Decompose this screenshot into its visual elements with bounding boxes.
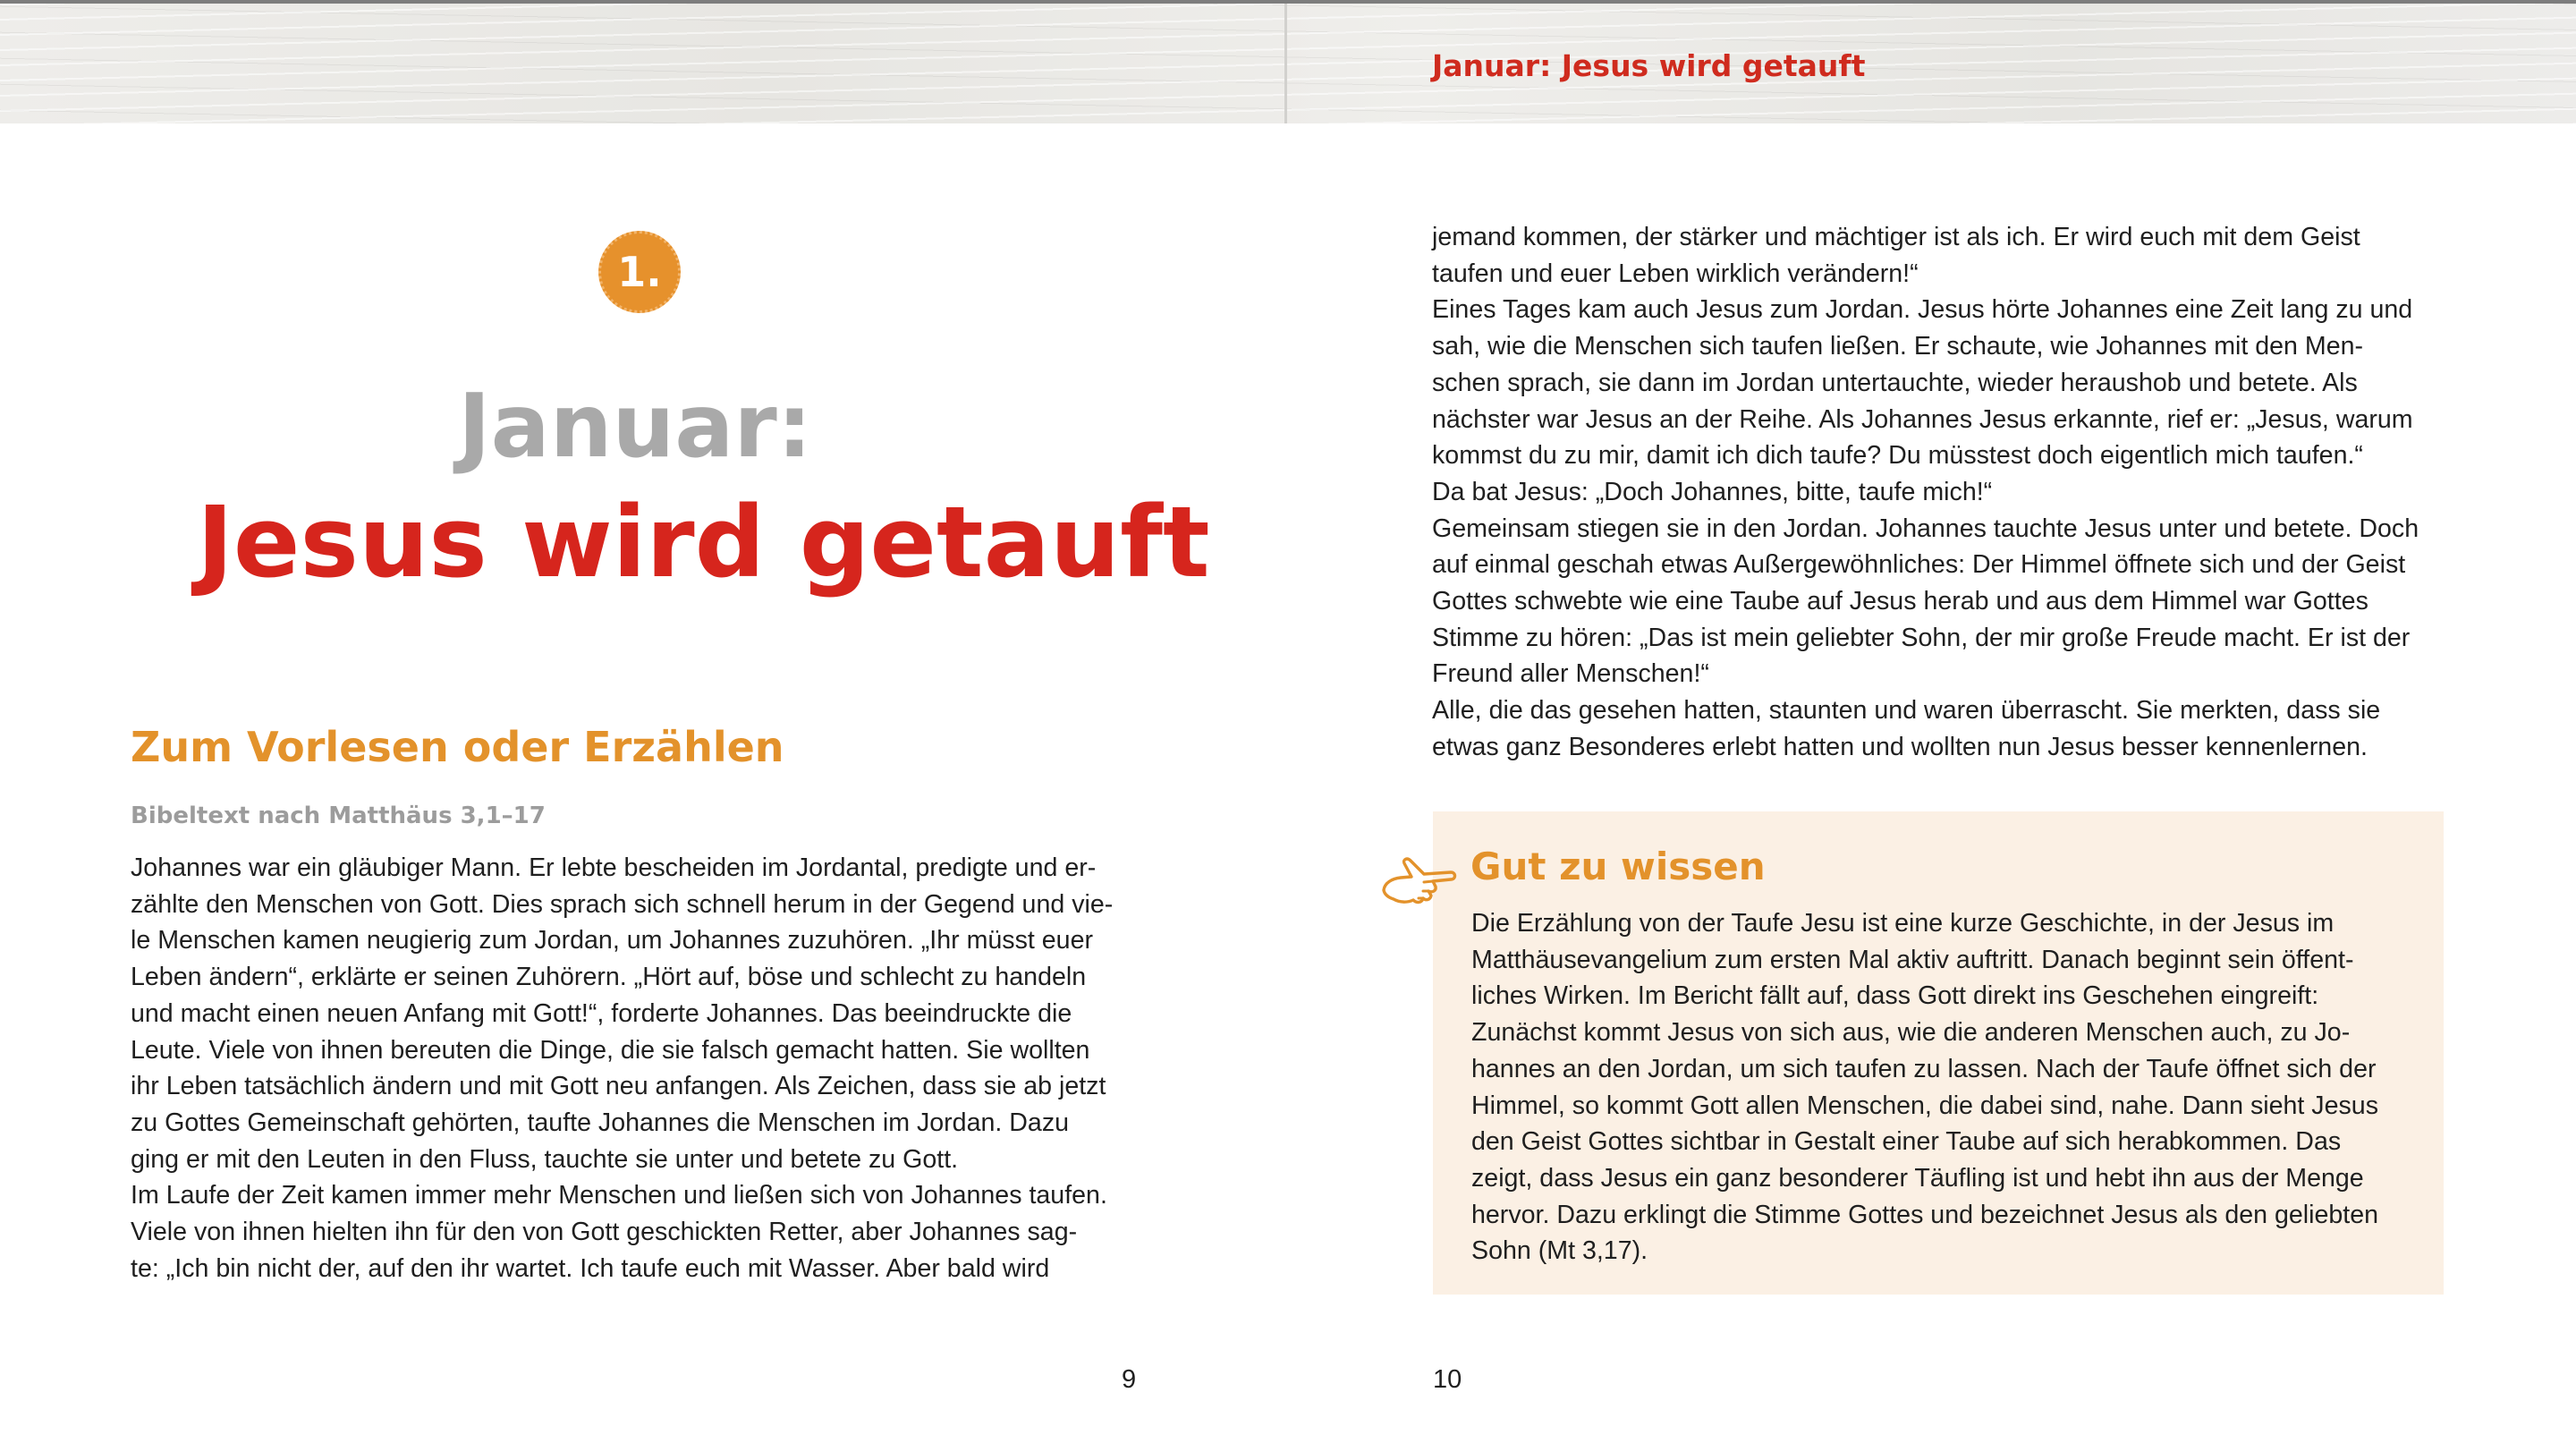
text-line: hervor. Dazu erklingt die Stimme Gottes und bezeichnet Jesus als den geliebten xyxy=(1471,1200,2379,1229)
info-box-text xyxy=(1471,905,2378,1269)
running-title: Januar: Jesus wird getauft xyxy=(1432,48,1866,83)
text-line: Zunächst kommt Jesus von sich aus, wie die anderen Menschen auch, zu Jo- xyxy=(1471,1018,2351,1048)
info-box-heading: Gut zu wissen xyxy=(1470,845,1766,888)
text-line: zu Gottes Gemeinschaft gehörten, taufte Johannes die Menschen im Jordan. Dazu xyxy=(131,1108,1070,1137)
text-line: Gottes schwebte wie eine Taube auf Jesus herab und aus dem Himmel war Gottes xyxy=(1432,587,2368,616)
section-heading: Zum Vorlesen oder Erzählen xyxy=(131,723,784,771)
text-line: Die Erzählung von der Taufe Jesu ist eine kurze Geschichte, in der Jesus im xyxy=(1471,909,2334,938)
text-line: taufen und euer Leben wirklich verändern!“ xyxy=(1432,259,1919,288)
text-line: jemand kommen, der stärker und mächtiger ist als ich. Er wird euch mit dem Geist xyxy=(1432,223,2360,251)
text-line: den Geist Gottes sichtbar in Gestalt einer Taube auf sich herabkommen. Das xyxy=(1471,1127,2342,1157)
text-line: Leute. Viele von ihnen bereuten die Dinge, die sie falsch gemacht hatten. Sie wollten xyxy=(131,1035,1090,1065)
page-spine xyxy=(1284,4,1287,123)
text-line: Johannes war ein gläubiger Mann. Er lebte bescheiden im Jordantal, predigte und er- xyxy=(131,853,1097,882)
pointing-hand-icon xyxy=(1381,854,1458,904)
right-body-text xyxy=(1432,219,2419,766)
text-line: te: „Ich bin nicht der, auf den ihr wartet. Ich taufe euch mit Wasser. Aber bald wird xyxy=(131,1253,1050,1283)
text-line: Matthäusevangelium zum ersten Mal aktiv auftritt. Danach beginnt sein öffent- xyxy=(1471,945,2354,974)
text-line: Viele von ihnen hielten ihn für den von Gott geschickten Retter, aber Johannes sag- xyxy=(131,1218,1078,1247)
chapter-number-badge: 1. xyxy=(598,231,681,313)
page-number-right: 10 xyxy=(1433,1365,1462,1394)
text-line: nächster war Jesus an der Reihe. Als Johannes Jesus erkannte, rief er: „Jesus, warum xyxy=(1432,404,2413,434)
text-line: sah, wie die Menschen sich taufen ließen. Er schaute, wie Johannes mit den Men- xyxy=(1432,332,2364,361)
text-line: liches Wirken. Im Bericht fällt auf, dass Gott direkt ins Geschehen eingreift: xyxy=(1471,981,2319,1011)
text-line: Im Laufe der Zeit kamen immer mehr Menschen und ließen sich von Johannes taufen. xyxy=(131,1181,1107,1210)
text-line: ging er mit den Leuten in den Fluss, tauchte sie unter und betete zu Gott. xyxy=(131,1144,959,1174)
bible-reference: Bibeltext nach Matthäus 3,1–17 xyxy=(131,802,546,829)
text-line: und macht einen neuen Anfang mit Gott!“, forderte Johannes. Das beeindruckte die xyxy=(131,998,1072,1028)
page-number-left: 9 xyxy=(1122,1365,1137,1394)
text-line: zeigt, dass Jesus ein ganz besonderer Täufling ist und hebt ihn aus der Menge xyxy=(1471,1163,2364,1193)
text-line: hannes an den Jordan, um sich taufen zu lassen. Nach der Taufe öffnet sich der xyxy=(1471,1054,2377,1083)
text-line: Eines Tages kam auch Jesus zum Jordan. Jesus hörte Johannes eine Zeit lang zu und xyxy=(1432,295,2413,325)
text-line: zählte den Menschen von Gott. Dies sprach sich schnell herum in der Gegend und vie- xyxy=(131,889,1114,919)
text-line: schen sprach, sie dann im Jordan untertauchte, wieder heraushob und betete. Als xyxy=(1432,368,2358,397)
text-line: le Menschen kamen neugierig zum Jordan, um Johannes zuzuhören. „Ihr müsst euer xyxy=(131,926,1094,955)
wood-header-band xyxy=(0,4,2576,123)
text-line: etwas ganz Besonderes erlebt hatten und wollten nun Jesus besser kennenlernen. xyxy=(1432,732,2368,761)
text-line: Da bat Jesus: „Doch Johannes, bitte, taufe mich!“ xyxy=(1432,477,1993,506)
text-line: Sohn (Mt 3,17). xyxy=(1471,1236,1648,1266)
text-line: ihr Leben tatsächlich ändern und mit Gott neu anfangen. Als Zeichen, dass sie ab jetzt xyxy=(131,1072,1106,1101)
text-line: Leben ändern“, erklärte er seinen Zuhörern. „Hört auf, böse und schlecht zu handeln xyxy=(131,963,1087,992)
text-line: auf einmal geschah etwas Außergewöhnliches: Der Himmel öffnete sich und der Geist xyxy=(1432,550,2406,580)
left-body-text xyxy=(131,850,1113,1286)
text-line: Gemeinsam stiegen sie in den Jordan. Johannes tauchte Jesus unter und betete. Doch xyxy=(1432,514,2419,543)
text-line: Himmel, so kommt Gott allen Menschen, die dabei sind, nahe. Dann sieht Jesus xyxy=(1471,1091,2378,1120)
chapter-title: Jesus wird getauft xyxy=(197,485,1210,599)
text-line: Alle, die das gesehen hatten, staunten und waren überrascht. Sie merkten, dass sie xyxy=(1432,696,2381,726)
chapter-title-month: Januar: xyxy=(458,376,812,478)
text-line: Freund aller Menschen!“ xyxy=(1432,659,1709,689)
text-line: Stimme zu hören: „Das ist mein geliebter Sohn, der mir große Freude macht. Er ist der xyxy=(1432,623,2411,652)
text-line: kommst du zu mir, damit ich dich taufe? Du müsstest doch eigentlich mich taufen.“ xyxy=(1432,441,2363,471)
